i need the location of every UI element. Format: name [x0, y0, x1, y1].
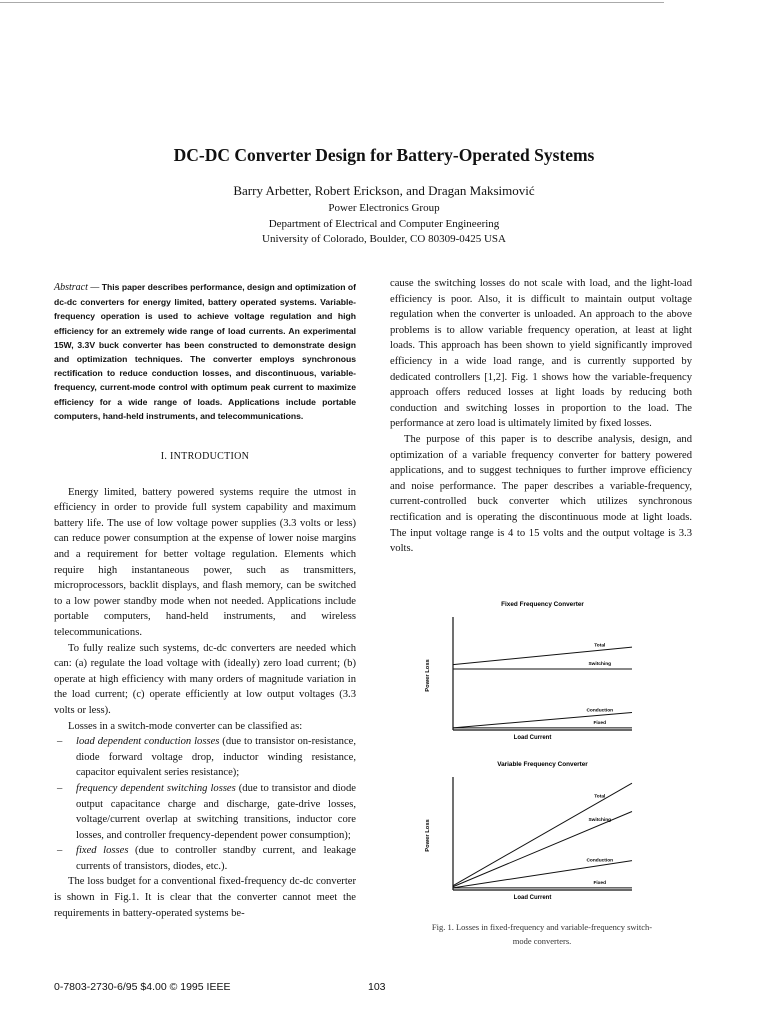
- affiliation-group: Power Electronics Group: [328, 202, 440, 214]
- left-column: [54, 280, 356, 921]
- right-paragraph-1: cause the switching losses do not scale with load, and the light-load efficiency is poor. Also, it is difficult to maintain output voltage regulation when the converter is unloaded. An approach to the above problems is to allow variable frequency operation, at least at light loads. This approach has been shown to yield significantly improved efficiency in a wide load range, and is currently supported by dedicated controllers [1,2]. Fig. 1 shows how the variable-frequency approach offers reduced losses at light loads by reducing both conduction and switching losses in proportion to the load. The performance at zero load is ultimately limited by fixed losses.: [390, 278, 692, 430]
- list-item-term: fixed losses: [76, 845, 129, 857]
- chart-title: Fixed Frequency Converter: [501, 601, 584, 608]
- list-item-text: (due to controller standby current, and leakage currents of transistors, diodes, etc.).: [76, 845, 357, 872]
- fixed-frequency-chart: [420, 593, 660, 745]
- intro-paragraph-1: Energy limited, battery powered systems require the utmost in efficiency in order to provide full system capability and maximum battery life. The use of low voltage power supplies (3.3 volts or less) can reduce power consumption at the expense of lower noise margins and a requirement for better voltage regulation. Elements which require high instantaneous power, such as transmitters, microprocessors, backlit displays, and flash memory, can be switched to a low power standby mode when not needed. Applications include portable computers, hand-held instruments, and wireless telecommunications.: [54, 486, 356, 638]
- series-label-total: Total: [594, 794, 606, 800]
- affiliation: [0, 201, 768, 248]
- series-label-fixed: Fixed: [593, 880, 607, 886]
- abstract: [54, 280, 356, 423]
- authors: Barry Arbetter, Robert Erickson, and Dragan Maksimović: [233, 183, 535, 198]
- chart-title: Variable Frequency Converter: [497, 761, 588, 768]
- list-item: [54, 843, 356, 874]
- right-column: [390, 276, 692, 557]
- intro-paragraph-2: To fully realize such systems, dc-dc converters are needed which can: (a) regulate the load voltage with (ideally) zero load current; (b) operate at high efficiency with many orders of magnitude variation in the load current; (c) operate efficiently at low output voltages (3.3 volts or less).: [54, 642, 356, 716]
- loss-budget-paragraph: The loss budget for a conventional fixed-frequency dc-dc converter is shown in Fig.1. It is clear that the converter cannot meet the requirements in battery-operated systems be-: [54, 876, 356, 919]
- list-item: [54, 781, 356, 843]
- loss-list: [54, 734, 356, 874]
- list-item-term: frequency dependent switching losses: [76, 782, 236, 794]
- copyright-footer: 0-7803-2730-6/95 $4.00 © 1995 IEEE: [54, 981, 231, 993]
- paper-title: DC-DC Converter Design for Battery-Operated Systems: [173, 145, 595, 165]
- series-label-switching: Switching: [588, 661, 612, 667]
- list-item-text: (due to transistor and diode output capacitance charge and discharge, gate-drive losses, voltage/current overlap at switching transitions, inductor core losses, and controller frequency-dependent power consumption);: [76, 782, 356, 841]
- intro-paragraph-3: Losses in a switch-mode converter can be classified as:: [68, 720, 303, 732]
- series-label-conduction: Conduction: [586, 708, 614, 714]
- y-axis-label: Power Loss: [425, 659, 431, 692]
- right-paragraph-2: The purpose of this paper is to describe analysis, design, and optimization of a variable frequency converter for battery powered applications, and to suggest techniques to further improve efficiency and noise performance. The paper describes a variable-frequency, current-controlled buck converter which utilizes synchronous rectification and is operating the discontinuous mode at light loads. The input voltage range is 4 to 15 volts and the output voltage is 3.3 volts.: [390, 433, 692, 555]
- top-rule: [0, 2, 664, 3]
- figure-caption: Fig. 1. Losses in fixed-frequency and variable-frequency switch-mode converters.: [431, 922, 653, 946]
- series-label-conduction: Conduction: [586, 858, 614, 864]
- list-item-term: load dependent conduction losses: [76, 736, 220, 748]
- section-heading: I. INTRODUCTION: [160, 451, 250, 463]
- series-label-fixed: Fixed: [593, 720, 607, 726]
- variable-frequency-chart: [420, 753, 660, 906]
- affiliation-department: Department of Electrical and Computer Engineering: [268, 217, 500, 230]
- list-item: [54, 734, 356, 781]
- x-axis-label: Load Current: [513, 735, 552, 741]
- x-axis-label: Load Current: [513, 895, 552, 901]
- page-number: 103: [368, 981, 386, 993]
- y-axis-label: Power Loss: [425, 819, 431, 852]
- abstract-label: Abstract —: [54, 282, 100, 293]
- series-label-total: Total: [594, 643, 606, 649]
- series-label-switching: Switching: [588, 818, 612, 824]
- list-item-text: (due to transistor on-resistance, diode forward voltage drop, inductor winding resistance, capacitor equivalent series resistance);: [76, 736, 356, 779]
- abstract-text: This paper describes performance, design and optimization of dc-dc converters for energy limited, battery operated systems. Variable-frequency operation is used to achieve voltage regulation and high efficiency for an extremely wide range of load currents. An experimental 15W, 3.3V buck converter has been constructed to demonstrate design and optimization techniques. The converter employs synchronous rectification to reduce conduction losses, and discontinuous, variable-frequency, current-mode control with optimum peak current to maximize efficiency for a wide range of loads. Applications include portable computers, hand-held instruments, and telecommunications.: [54, 282, 356, 421]
- affiliation-university: University of Colorado, Boulder, CO 80309-0425 USA: [262, 233, 506, 245]
